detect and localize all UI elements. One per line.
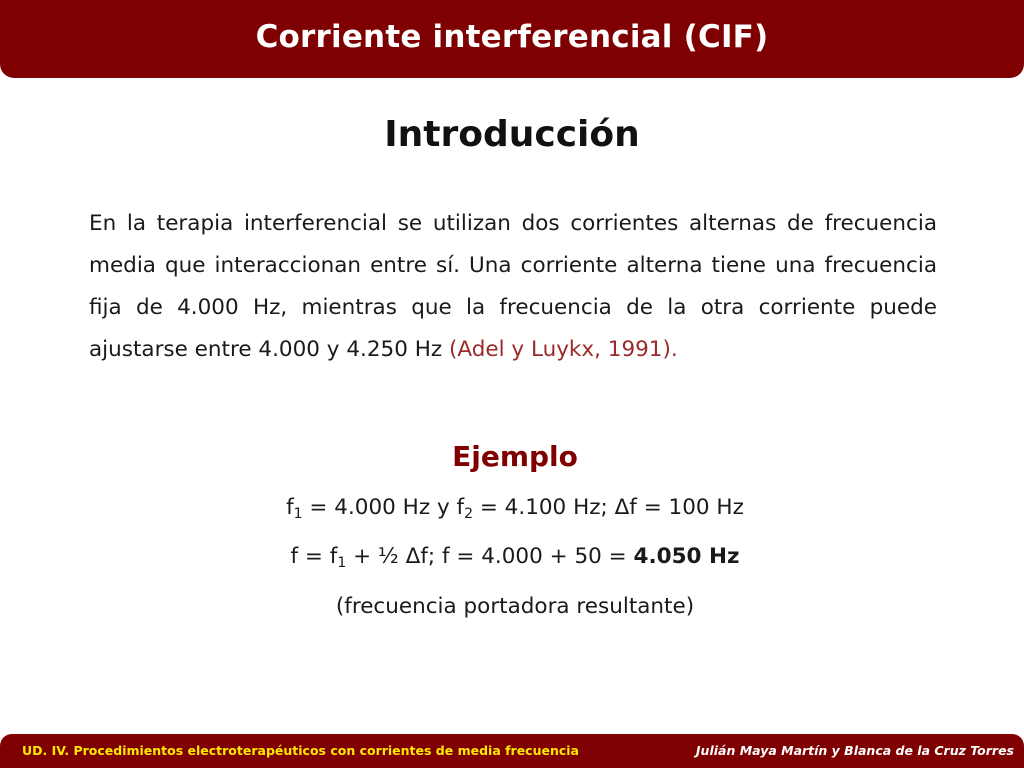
equation-line-2 <box>0 544 1024 571</box>
eq2-part-1: f = f <box>290 544 338 569</box>
intro-paragraph <box>89 203 937 371</box>
slide-title: Corriente interferencial (CIF) <box>255 19 769 55</box>
eq1-part-1: f <box>286 495 294 520</box>
eq1-part-3: = 4.100 Hz; Δf = 100 Hz <box>473 495 744 520</box>
eq2-subscript-1: 1 <box>337 555 347 571</box>
intro-text: En la terapia interferencial se utilizan dos corrientes alternas de frecuencia media que interaccionan entre sí. Una corriente alterna tiene una frecuencia fija de 4.000 Hz, mientras que la frecuencia de la otra corriente puede ajustarse entre 4.000 y 4.250 Hz <box>89 211 937 362</box>
footer-unit-title: UD. IV. Procedimientos electroterapéuticos con corrientes de media frecuencia <box>22 743 579 758</box>
equation-line-1 <box>0 495 1024 522</box>
eq1-subscript-1: 1 <box>293 506 303 522</box>
eq2-result: 4.050 Hz <box>633 544 740 569</box>
eq1-subscript-2: 2 <box>464 506 473 522</box>
eq2-part-2: + ½ Δf; f = 4.000 + 50 = <box>346 544 634 569</box>
example-title: Ejemplo <box>452 440 578 473</box>
equation-line-3: (frecuencia portadora resultante) <box>335 594 695 619</box>
eq1-part-2: = 4.000 Hz y f <box>302 495 465 520</box>
section-title: Introducción <box>384 114 640 155</box>
footer-bar <box>0 734 1024 768</box>
footer-authors: Julián Maya Martín y Blanca de la Cruz Torres <box>695 743 1014 758</box>
header-bar <box>0 0 1024 78</box>
citation: (Adel y Luykx, 1991). <box>449 337 678 362</box>
